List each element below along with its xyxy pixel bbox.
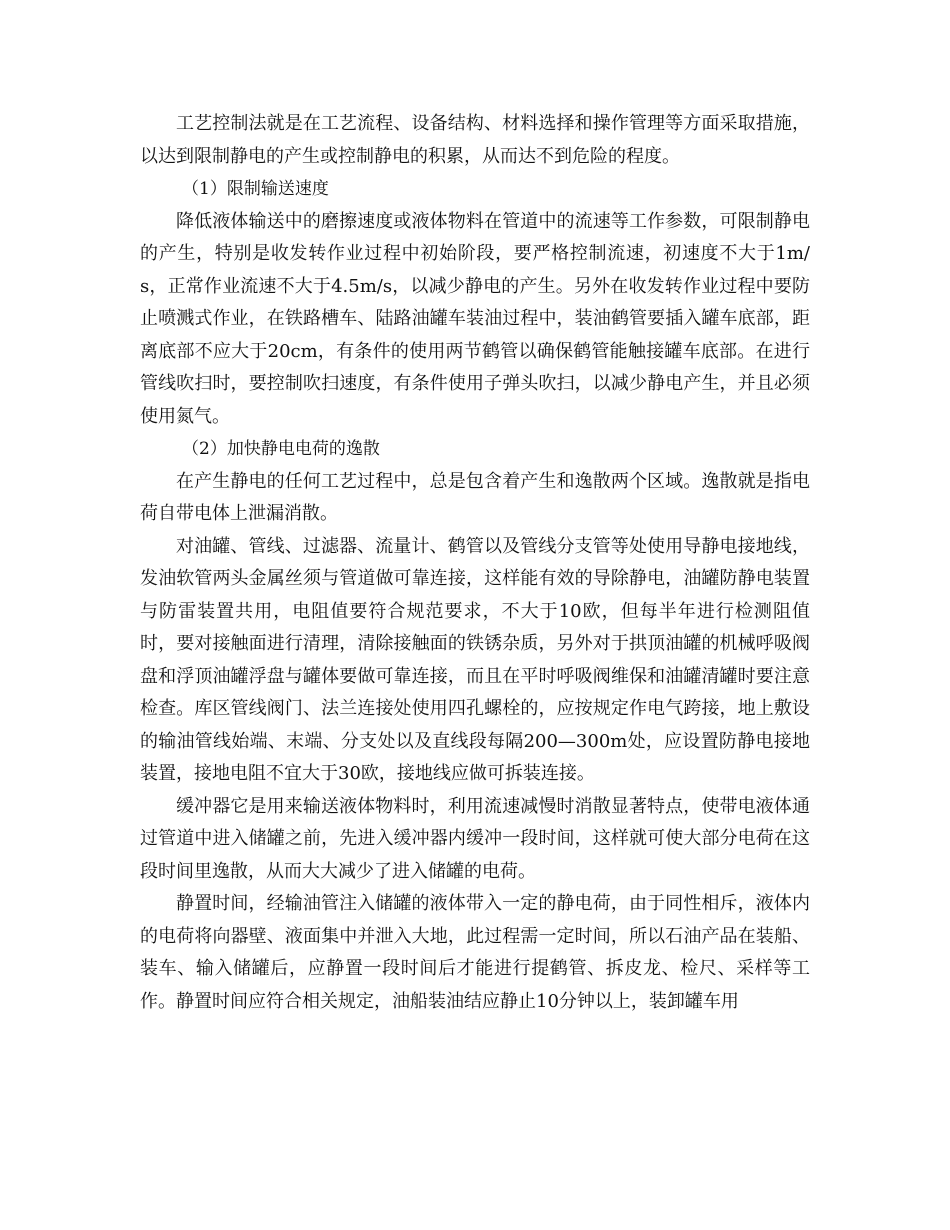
paragraph-limit-speed: 降低液体输送中的磨擦速度或液体物料在管道中的流速等工作参数，可限制静电的产生，特别是收发转作业过程中初始阶段，要严格控制流速，初速度不大于1m/s，正常作业流速不大于4.5m/s，以减少静电的产生。另外在收发转作业过程中要防止喷溅式作业，在铁路槽车、陆路油罐车装油过程中，装油鹤管要插入罐车底部，距离底部不应大于20cm，有条件的使用两节鹤管以确保鹤管能触接罐车底部。在进行管线吹扫时，要控制吹扫速度，有条件使用子弹头吹扫，以减少静电产生，并且必须使用氮气。 xyxy=(140,210,810,427)
paragraph-standing-time: 静置时间，经输油管注入储罐的液体带入一定的静电荷，由于同性相斥，液体内的电荷将向器壁、液面集中并泄入大地，此过程需一定时间，所以石油产品在装船、装车、输入储罐后，应静置一段时间后才能进行提鹤管、拆皮龙、检尺、采样等工作。静置时间应符合相关规定，油船装油结应静止10分钟以上，装卸罐车用 xyxy=(140,893,810,1012)
paragraph-buffer: 缓冲器它是用来输送液体物料时，利用流速减慢时消散显著特点，使带电液体通过管道中进入储罐之前，先进入缓冲器内缓冲一段时间，这样就可使大部分电荷在这段时间里逸散，从而大大减少了进入储罐的电荷。 xyxy=(140,795,810,882)
section-heading-limit-speed: （1）限制输送速度 xyxy=(182,179,329,199)
section-heading-dissipation: （2）加快静电电荷的逸散 xyxy=(182,439,380,459)
document-body xyxy=(140,108,810,1018)
paragraph-dissipation-definition: 在产生静电的任何工艺过程中，总是包含着产生和逸散两个区域。逸散就是指电荷自带电体上泄漏消散。 xyxy=(140,470,810,524)
paragraph-grounding: 对油罐、管线、过滤器、流量计、鹤管以及管线分支管等处使用导静电接地线，发油软管两头金属丝须与管道做可靠连接，这样能有效的导除静电，油罐防静电装置与防雷装置共用，电阻值要符合规范要求，不大于10欧，但每半年进行检测阻值时，要对接触面进行清理，清除接触面的铁锈杂质，另外对于拱顶油罐的机械呼吸阀盘和浮顶油罐浮盘与罐体要做可靠连接，而且在平时呼吸阀维保和油罐清罐时要注意检查。库区管线阀门、法兰连接处使用四孔螺栓的，应按规定作电气跨接，地上敷设的输油管线始端、末端、分支处以及直线段每隔200—300m处，应设置防静电接地装置，接地电阻不宜大于30欧，接地线应做可拆装连接。 xyxy=(140,535,810,784)
paragraph-intro: 工艺控制法就是在工艺流程、设备结构、材料选择和操作管理等方面采取措施，以达到限制静电的产生或控制静电的积累，从而达不到危险的程度。 xyxy=(140,113,810,167)
